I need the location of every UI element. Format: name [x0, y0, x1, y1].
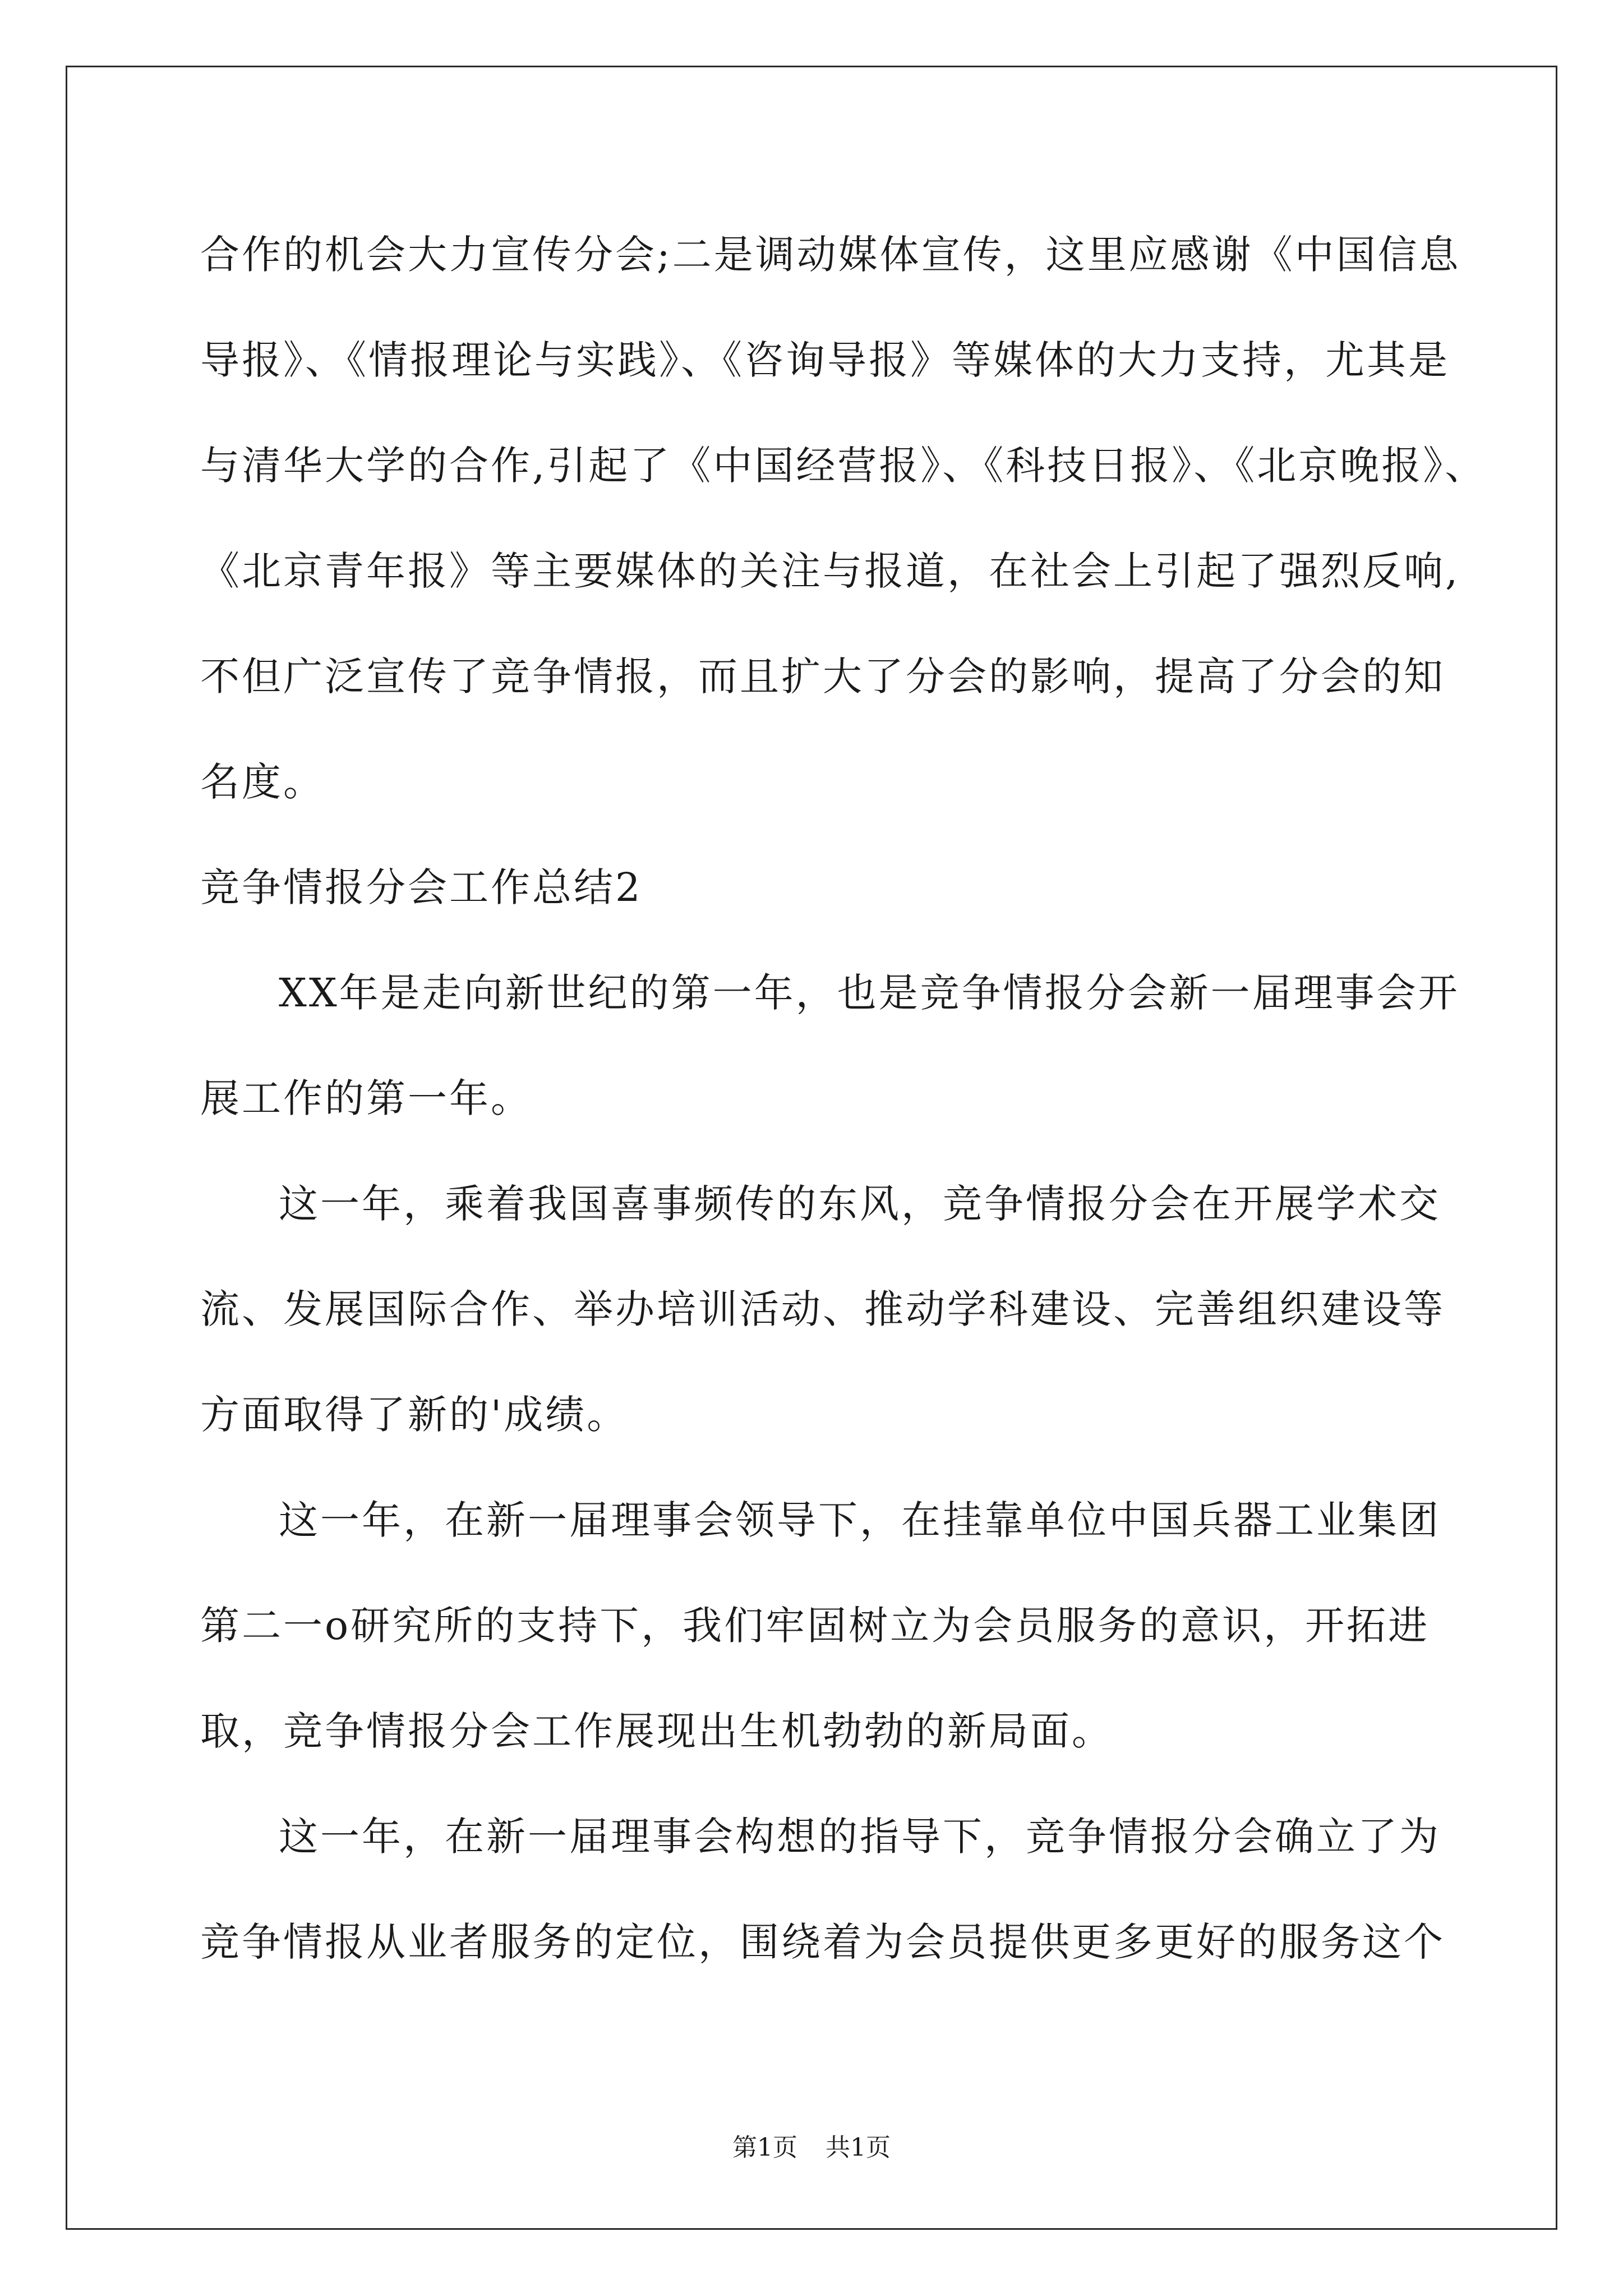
page-number: 第1页	[732, 2133, 797, 2162]
text-line: 展工作的第一年。	[200, 1075, 532, 1121]
page-footer	[0, 2127, 1623, 2163]
page-total: 共1页	[826, 2133, 891, 2162]
text-line: 不但广泛宣传了竞争情报，而且扩大了分会的影响，提高了分会的知	[200, 654, 1445, 700]
text-line: 第二一o研究所的支持下，我们牢固树立为会员服务的意识，开拓进	[200, 1603, 1430, 1649]
text-line: 流、发展国际合作、举办培训活动、推动学科建设、完善组织建设等	[200, 1286, 1445, 1332]
text-line: 方面取得了新的'成绩。	[200, 1392, 629, 1438]
paragraph-start: 这一年，乘着我国喜事频传的东风，竞争情报分会在开展学术交	[279, 1181, 1441, 1227]
document-body	[200, 202, 1487, 1995]
paragraph-start: 这一年，在新一届理事会领导下，在挂靠单位中国兵器工业集团	[279, 1497, 1441, 1543]
text-line: 《北京青年报》等主要媒体的关注与报道，在社会上引起了强烈反响,	[200, 548, 1460, 594]
text-line: 取，竞争情报分会工作展现出生机勃勃的新局面。	[200, 1708, 1113, 1754]
text-line: 合作的机会大力宣传分会;二是调动媒体宣传，这里应感谢《中国信息	[200, 232, 1461, 278]
text-line: 名度。	[200, 759, 325, 805]
text-line: 与清华大学的合作,引起了《中国经营报》、《科技日报》、《北京晚报》、	[200, 443, 1487, 489]
text-line: 竞争情报从业者服务的定位，围绕着为会员提供更多更好的服务这个	[200, 1919, 1445, 1965]
paragraph-start: XX年是走向新世纪的第一年，也是竞争情报分会新一届理事会开	[279, 970, 1460, 1016]
section-heading: 竞争情报分会工作总结2	[200, 864, 643, 910]
text-line: 导报》、《情报理论与实践》、《咨询导报》等媒体的大力支持，尤其是	[200, 337, 1450, 383]
paragraph-start: 这一年，在新一届理事会构想的指导下，竞争情报分会确立了为	[279, 1814, 1441, 1860]
